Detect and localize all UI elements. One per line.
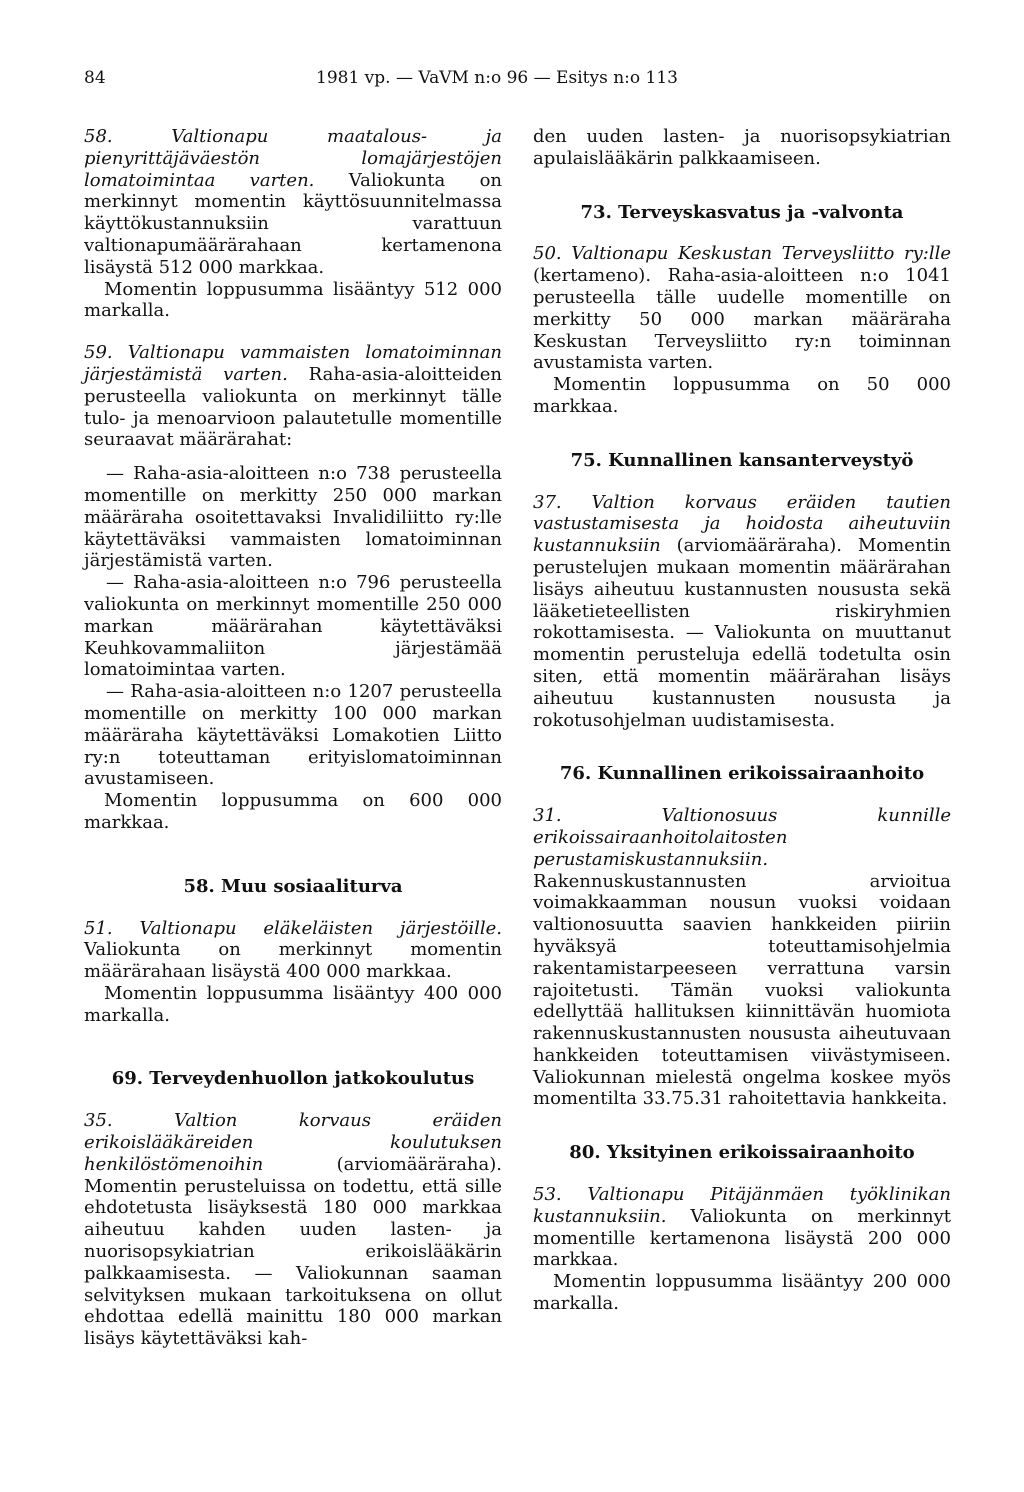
- total-line: Momentin loppusumma lisääntyy 400 000 markalla.: [84, 982, 502, 1026]
- item-text: Valiokunta on merkinnyt momentin käyttösuunnitelmassa käyttökustannuksiin varattuun valtionapumäärärahaan kertamenona lisäystä 512 000 markkaa.: [84, 169, 502, 278]
- item-text: Rakennuskustannusten arvioitua voimakkaamman nousun vuoksi voidaan valtionosuutta saavien hankkeiden piiriin hyväksyä toteuttamisohjelmia rakentamistarpeeseen verrattuna varsin rajoitetusti. Tämän vuoksi valiokunta edellyttää hallituksen kiinnittävän huomiota rakennuskustannusten noususta aiheutuvaan hankkeiden toteuttamisen viivästymiseen. Valiokunnan mielestä ongelma koskee myös momentilta 33.75.31 rahoitettavia hankkeita.: [533, 870, 951, 1110]
- running-head: 1981 vp. — VaVM n:o 96 — Esitys n:o 113: [316, 68, 678, 88]
- paragraph-37: [533, 492, 951, 732]
- section-heading-75: 75. Kunnallinen kansanterveystyö: [570, 449, 914, 471]
- item-text: Raha-asia-aloitteiden perusteella valiokunta on merkinnyt tälle tulo- ja menoarvioon palautetulle momentille seuraavat määrärahat:: [84, 363, 502, 451]
- total-line: Momentin loppusumma on 600 000 markkaa.: [84, 790, 502, 833]
- page-number: 84: [84, 68, 106, 88]
- paragraph-51: [84, 918, 502, 983]
- section-heading-69: 69. Terveydenhuollon jatkokoulutus: [111, 1068, 475, 1090]
- item-title: 31. Valtionosuus kunnille erikoissairaanhoitolaitosten perustamiskustannuksiin.: [533, 805, 951, 870]
- dash-item-796: — Raha-asia-aloitteen n:o 796 perusteella valiokunta on merkinnyt momentille 250 000 markan määrärahan käytettäväksi Keuhkovammaliiton järjestämää lomatoimintaa varten.: [84, 572, 502, 681]
- item-title: 59. Valtionapu vammaisten lomatoiminnan järjestämistä varten.: [84, 342, 502, 385]
- section-heading-80: 80. Yksityinen erikoissairaanhoito: [569, 1142, 915, 1164]
- item-title: 51. Valtionapu eläkeläisten järjestöille.: [84, 917, 502, 939]
- item-title: 37. Valtion korvaus eräiden tautien vastustamisesta ja hoidosta aiheutuviin kustannuksiin: [533, 491, 951, 557]
- paragraph-50: [533, 243, 951, 374]
- paragraph-58: [84, 126, 502, 279]
- item-title: 58. Valtionapu maatalous- ja pienyrittäjäväestön lomajärjestöjen lomatoimintaa varten.: [84, 126, 502, 191]
- item-text: Valiokunta on merkinnyt momentille kertamenona lisäystä 200 000 markkaa.: [533, 1205, 951, 1271]
- right-column: [533, 126, 951, 1315]
- dash-item-1207: — Raha-asia-aloitteen n:o 1207 perusteella momentille on merkitty 100 000 markan määräraha käytettäväksi Lomakotien Liitto ry:n toteuttaman erityislomatoiminnan avustamiseen.: [84, 681, 502, 790]
- total-line: Momentin loppusumma lisääntyy 512 000 markalla.: [84, 278, 502, 322]
- section-heading-58: 58. Muu sosiaaliturva: [183, 875, 403, 897]
- paragraph-59: [84, 342, 502, 451]
- item-title: 35. Valtion korvaus eräiden erikoislääkäreiden koulutuksen henkilöstömenoihin: [84, 1110, 502, 1175]
- total-line: Momentin loppusumma lisääntyy 200 000 markalla.: [533, 1271, 951, 1315]
- continuation-paragraph: den uuden lasten- ja nuorisopsykiatrian apulaislääkärin palkkaamiseen.: [533, 126, 951, 169]
- total-line: Momentin loppusumma on 50 000 markkaa.: [533, 374, 951, 417]
- item-text: (arviomääräraha). Momentin perusteluissa on todettu, että sille ehdotetusta lisäyksestä 180 000 markkaa aiheutuu kahden uuden lasten- ja nuorisopsykiatrian erikoislääkärin palkkaamisesta. — Valiokunnan saaman selvityksen mukaan tarkoituksena on ollut ehdottaa edellä mainittu 180 000 markan lisäys käytettäväksi kah-: [84, 1153, 502, 1350]
- item-text: (arviomääräraha). Momentin perustelujen mukaan momentin määrärahan lisäys aiheutuu kustannusten noususta sekä lääketieteellisten riskiryhmien rokottamisesta. — Valiokunta on muuttanut momentin perusteluja edellä todetulta osin siten, että momentin määrärahan lisäys aiheutuu kustannusten noususta ja rokotusohjelman uudistamisesta.: [533, 535, 951, 731]
- section-heading-73: 73. Terveyskasvatus ja -valvonta: [580, 201, 904, 223]
- paragraph-35: [84, 1110, 502, 1350]
- paragraph-53: [533, 1184, 951, 1271]
- item-text: (kertameno). Raha-asia-aloitteen n:o 1041 perusteella tälle uudelle momentille on merkitty 50 000 markan määräraha Keskustan Terveysliitto ry:n toiminnan avustamista varten.: [533, 265, 951, 374]
- item-title: 53. Valtionapu Pitäjänmäen työklinikan kustannuksiin.: [533, 1184, 951, 1227]
- item-text: Valiokunta on merkinnyt momentin määrärahaan lisäystä 400 000 markkaa.: [84, 939, 502, 983]
- dash-item-738: — Raha-asia-aloitteen n:o 738 perusteella momentille on merkitty 250 000 markan määräraha osoitettavaksi Invalidiliitto ry:lle käytettäväksi vammaisten lomatoiminnan järjestämistä varten.: [84, 463, 502, 572]
- section-heading-76: 76. Kunnallinen erikoissairaanhoito: [559, 763, 925, 785]
- left-column: [84, 126, 502, 1350]
- paragraph-31: [533, 805, 951, 1110]
- page-header: [84, 68, 984, 94]
- item-title: 50. Valtionapu Keskustan Terveysliitto ry:lle: [533, 243, 951, 265]
